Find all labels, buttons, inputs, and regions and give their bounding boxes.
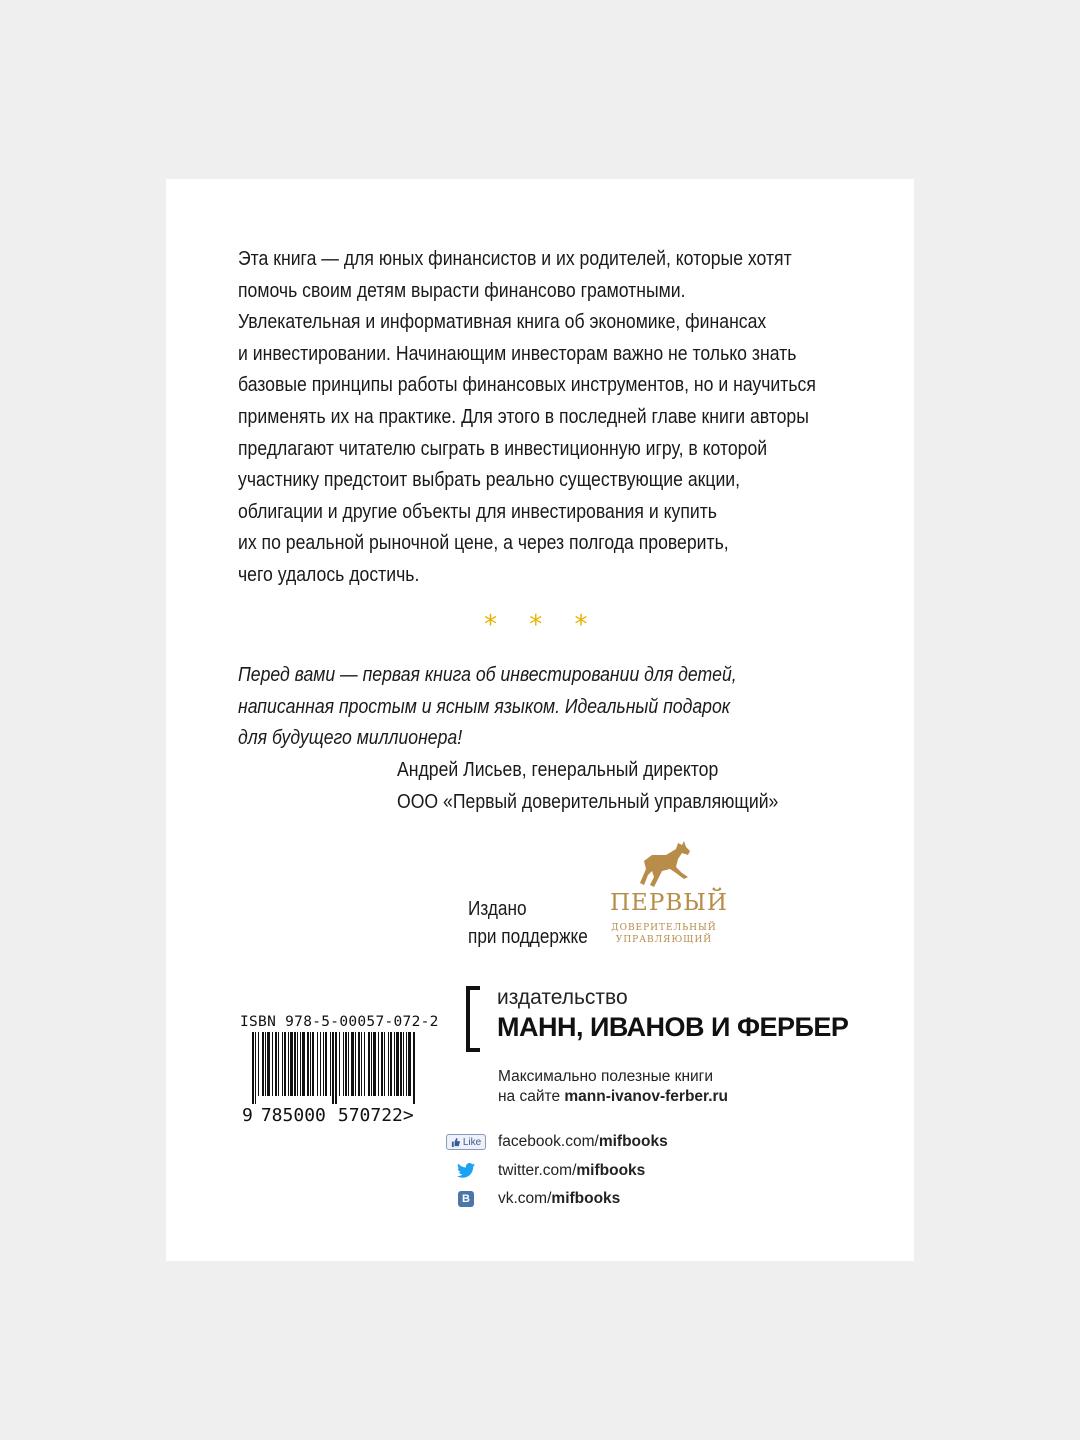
barcode-bar	[343, 1032, 344, 1096]
description-line: Эта книга — для юных финансистов и их родителей, которые хотят	[238, 247, 792, 270]
social-prefix: twitter.com/	[498, 1161, 577, 1179]
barcode-bar	[284, 1032, 286, 1096]
barcode-bar	[320, 1032, 321, 1096]
publisher-name: МАНН, ИВАНОВ И ФЕРБЕР	[497, 1012, 849, 1042]
like-badge-text: Like	[462, 1136, 482, 1148]
description-line: чего удалось достичь.	[238, 562, 420, 586]
website-link[interactable]: mann-ivanov-ferber.ru	[564, 1088, 729, 1105]
description-line: участнику предстоит выбрать реально существующие акции,	[238, 468, 741, 492]
barcode-bar	[275, 1032, 277, 1096]
barcode-digits-right: 570722	[337, 1105, 403, 1126]
publisher-bracket	[466, 986, 480, 1052]
attribution-line: ООО «Первый доверительный управляющий»	[397, 789, 779, 813]
barcode-bar	[288, 1032, 289, 1096]
barcode-bar	[400, 1032, 402, 1096]
barcode-bar	[408, 1032, 411, 1096]
barcode-bar	[312, 1032, 314, 1096]
barcode-bar	[297, 1032, 298, 1096]
barcode-bar	[403, 1032, 404, 1096]
social-handle: mifbooks	[551, 1190, 621, 1208]
social-prefix: vk.com/	[498, 1190, 552, 1208]
barcode-bar	[335, 1032, 337, 1104]
barcode-bar	[406, 1032, 407, 1096]
logo-subtitle	[610, 922, 718, 946]
quote-line: для будущего миллионера!	[238, 726, 463, 750]
social-link-twitter[interactable]	[444, 1157, 668, 1186]
barcode-bar	[396, 1032, 399, 1096]
barcode-bar	[345, 1032, 347, 1096]
barcode-bar	[300, 1032, 301, 1096]
barcode-bar	[339, 1032, 340, 1096]
tagline-prefix: на сайте	[498, 1088, 565, 1105]
barcode-bar	[378, 1032, 379, 1096]
logo-subtitle-line: УПРАВЛЯЮЩИЙ	[615, 935, 713, 945]
barcode-digits-tail: >	[402, 1105, 414, 1126]
social-link-facebook[interactable]	[444, 1128, 668, 1157]
barcode-bar	[330, 1032, 331, 1096]
quote-line: написанная простым и ясным языком. Идеальный подарок	[238, 694, 731, 718]
barcode-digits	[242, 1105, 414, 1126]
support-line: Издано	[468, 898, 527, 920]
barcode-bar	[258, 1032, 259, 1096]
social-handle: mifbooks	[576, 1161, 646, 1179]
social-prefix: facebook.com/	[498, 1133, 599, 1151]
facebook-like-icon	[446, 1134, 486, 1150]
barcode-bar	[373, 1032, 376, 1096]
support-line: при поддержке	[468, 926, 588, 948]
barcode-bar	[323, 1032, 324, 1096]
barcode-bar	[364, 1032, 365, 1096]
social-link-vk[interactable]	[444, 1185, 668, 1214]
barcode-bar	[302, 1032, 305, 1096]
barcode-bar	[358, 1032, 360, 1096]
barcode-bar	[394, 1032, 395, 1096]
barcode-bar	[267, 1032, 270, 1096]
barcode-bar	[368, 1032, 370, 1096]
pervyi-logo	[610, 839, 728, 949]
description-line: применять их на практике. Для этого в последней главе книги авторы	[238, 404, 809, 428]
quote-line: Перед вами — первая книга об инвестировании для детей,	[238, 663, 737, 686]
book-description	[238, 243, 816, 591]
quote-block	[238, 659, 737, 754]
barcode-bar	[388, 1032, 389, 1096]
barcode-bar	[317, 1032, 318, 1096]
barcode-bar	[255, 1032, 256, 1104]
description-line: и инвестировании. Начинающим инвесторам важно не только знать	[238, 341, 797, 365]
barcode-bar	[307, 1032, 309, 1096]
description-line: предлагают читателю сыграть в инвестиционную игру, в которой	[238, 436, 768, 460]
barcode-bar	[381, 1032, 383, 1096]
barcode-bar	[384, 1032, 385, 1096]
tagline-line: Максимально полезные книги	[498, 1068, 713, 1085]
twitter-bird-icon	[457, 1163, 475, 1178]
barcode-bar	[348, 1032, 349, 1096]
barcode-bar	[413, 1032, 415, 1104]
book-back-cover	[166, 179, 914, 1261]
star-separator: * * *	[484, 610, 600, 640]
logo-subtitle-line: ДОВЕРИТЕЛЬНЫЙ	[611, 923, 717, 933]
barcode-bar	[371, 1032, 372, 1096]
description-line: их по реальной рыночной цене, а через полгода проверить,	[238, 531, 729, 555]
barcode-digit-first: 9	[242, 1105, 253, 1126]
barcode-bar	[272, 1032, 273, 1096]
description-line: Увлекательная и информативная книга об экономике, финансах	[238, 310, 767, 334]
description-line: помочь своим детям вырасти финансово грамотными.	[238, 278, 686, 302]
barcode-bar	[351, 1032, 354, 1096]
description-line: облигации и другие объекты для инвестирования и купить	[238, 499, 717, 523]
barcode-bar	[294, 1032, 296, 1096]
quote-attribution	[397, 754, 778, 817]
isbn-label: ISBN 978-5-00057-072-2	[240, 1014, 439, 1030]
barcode-bar	[325, 1032, 327, 1096]
barcode-bar	[361, 1032, 362, 1096]
horse-icon	[632, 839, 696, 891]
social-links	[444, 1128, 668, 1214]
publisher-tagline	[498, 1067, 728, 1107]
attribution-line: Андрей Лисьев, генеральный директор	[397, 758, 719, 781]
description-line: базовые принципы работы финансовых инструментов, но и научиться	[238, 373, 816, 397]
social-handle: mifbooks	[598, 1133, 668, 1151]
support-text	[468, 895, 588, 951]
vk-icon: В	[458, 1191, 474, 1207]
barcode-bar	[262, 1032, 264, 1096]
barcode-bar	[265, 1032, 266, 1096]
logo-name: ПЕРВЫЙ	[610, 890, 728, 916]
barcode-bar	[310, 1032, 311, 1096]
barcode-bar	[278, 1032, 279, 1096]
barcode-bar	[332, 1032, 334, 1104]
barcode	[252, 1032, 416, 1104]
barcode-bar	[252, 1032, 254, 1104]
barcode-bar	[290, 1032, 293, 1096]
barcode-bar	[282, 1032, 283, 1096]
publisher-label: издательство	[497, 986, 628, 1009]
barcode-digits-left: 785000	[260, 1105, 326, 1126]
barcode-bar	[390, 1032, 392, 1096]
barcode-bar	[355, 1032, 356, 1096]
